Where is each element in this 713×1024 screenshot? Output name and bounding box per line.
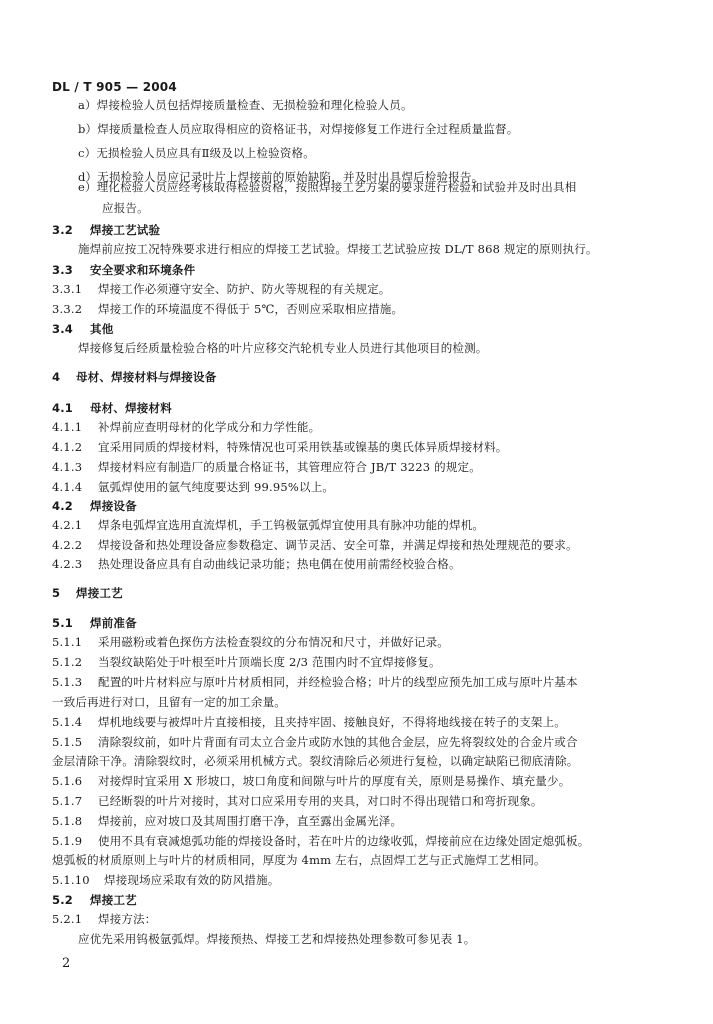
clause-4-2-1-text: 焊条电弧焊宜选用直流焊机，手工钨极氩弧焊宜使用具有脉冲功能的焊机。 [98, 518, 485, 532]
chapter-5-title: 焊接工艺 [76, 586, 123, 600]
clause-5-1-6-text: 对接焊时宜采用 X 形坡口，坡口角度和间隙与叶片的厚度有关，原则是易操作、填充量少。 [98, 774, 571, 788]
section-3-2-number: 3.2 [52, 223, 73, 237]
section-3-2-text: 施焊前应按工况特殊要求进行相应的焊接工艺试验。焊接工艺试验应按 DL/T 868 规定的原则执行。 [78, 242, 598, 256]
clause-5-1-2-number: 5.1.2 [52, 655, 83, 669]
section-3-4-text: 焊接修复后经质量检验合格的叶片应移交汽轮机专业人员进行其他项目的检测。 [78, 341, 488, 355]
clause-5-1-7-number: 5.1.7 [52, 794, 83, 808]
section-3-3-1-text: 焊接工作必须遵守安全、防护、防火等规程的有关规定。 [98, 282, 391, 296]
section-4-2-number: 4.2 [52, 499, 73, 513]
section-3-3-2-number: 3.3.2 [52, 302, 83, 316]
chapter-5-number: 5 [52, 586, 61, 600]
clause-5-1-8-text: 焊接前，应对坡口及其周围打磨干净，直至露出金属光泽。 [98, 814, 403, 828]
clause-5-1-9-text-continuation: 熄弧板的材质原则上与叶片的材质相同，厚度为 4mm 左右，点固焊工艺与正式施焊工艺相同。 [52, 853, 546, 867]
clause-5-1-3-text: 配置的叶片材料应与原叶片材质相同，并经检验合格；叶片的线型应预先加工成与原叶片基本 [98, 675, 578, 689]
section-4-1-number: 4.1 [52, 401, 73, 415]
clause-5-1-9-text: 使用不具有衰减熄弧功能的焊接设备时，若在叶片的边缘收弧，焊接前应在边缘处固定熄弧板。 [98, 834, 590, 848]
clause-4-1-2-number: 4.1.2 [52, 440, 83, 454]
section-4-2-title: 焊接设备 [90, 499, 137, 513]
clause-5-1-3-number: 5.1.3 [52, 675, 83, 689]
clause-5-1-1-number: 5.1.1 [52, 635, 83, 649]
clause-5-1-5-text: 清除裂纹前，如叶片背面有司太立合金片或防水蚀的其他合金层，应先将裂纹处的合金片或合 [98, 735, 578, 749]
section-4-1-title: 母材、焊接材料 [90, 401, 172, 415]
section-3-4-title: 其他 [90, 322, 114, 336]
clause-5-2-1-text-continuation: 应优先采用钨极氩弧焊。焊接预热、焊接工艺和焊接热处理参数可参见表 1。 [78, 932, 476, 946]
list-item-b: b）焊接质量检查人员应取得相应的资格证书，对焊接修复工作进行全过程质量监督。 [78, 122, 519, 136]
clause-5-1-10-text: 焊接现场应采取有效的防风措施。 [104, 873, 280, 887]
clause-5-1-2-text: 当裂纹缺陷处于叶根至叶片顶端长度 2/3 范围内时不宜焊接修复。 [98, 655, 441, 669]
page-number: 2 [62, 956, 71, 971]
clause-4-1-4-text: 氩弧焊使用的氩气纯度要达到 99.95%以上。 [98, 480, 335, 494]
section-3-2-title: 焊接工艺试验 [90, 223, 161, 237]
clause-5-1-4-number: 5.1.4 [52, 715, 83, 729]
standard-code-header: DL / T 905 — 2004 [52, 80, 177, 94]
clause-4-2-3-text: 热处理设备应具有自动曲线记录功能；热电偶在使用前需经校验合格。 [98, 557, 461, 571]
section-3-3-title: 安全要求和环境条件 [90, 263, 196, 277]
clause-5-2-1-text: 焊接方法： [98, 912, 157, 926]
section-5-1-title: 焊前准备 [90, 616, 137, 630]
clause-5-1-10-number: 5.1.10 [52, 873, 90, 887]
list-item-e-continuation: 应报告。 [102, 201, 149, 215]
clause-4-2-2-text: 焊接设备和热处理设备应参数稳定、调节灵活、安全可靠，并满足焊接和热处理规范的要求。 [98, 538, 578, 552]
clause-4-2-3-number: 4.2.3 [52, 557, 83, 571]
section-5-2-number: 5.2 [52, 893, 73, 907]
list-item-e: e）理化检验人员应经考核取得检验资格，按照焊接工艺方案的要求进行检验和试验并及时出具相 [78, 180, 577, 194]
clause-4-2-1-number: 4.2.1 [52, 518, 83, 532]
list-item-a: a）焊接检验人员包括焊接质量检查、无损检验和理化检验人员。 [78, 98, 413, 112]
section-3-4-number: 3.4 [52, 322, 73, 336]
clause-5-2-1-number: 5.2.1 [52, 912, 83, 926]
chapter-4-number: 4 [52, 370, 61, 384]
clause-5-1-6-number: 5.1.6 [52, 774, 83, 788]
section-3-3-2-text: 焊接工作的环境温度不得低于 5℃，否则应采取相应措施。 [98, 302, 404, 316]
list-item-c: c）无损检验人员应具有Ⅱ级及以上检验资格。 [78, 146, 315, 160]
section-5-2-title: 焊接工艺 [90, 893, 137, 907]
clause-5-1-7-text: 已经断裂的叶片对接时，其对口应采用专用的夹具，对口时不得出现错口和弯折现象。 [98, 794, 543, 808]
section-5-1-number: 5.1 [52, 616, 73, 630]
section-3-3-number: 3.3 [52, 263, 73, 277]
clause-5-1-1-text: 采用磁粉或着色探伤方法检查裂纹的分布情况和尺寸，并做好记录。 [98, 635, 449, 649]
clause-5-1-5-text-continuation: 金层清除干净。清除裂纹时，必须采用机械方式。裂纹清除后必须进行复检，以确定缺陷已彻底清除。 [52, 754, 579, 768]
list-item-d: d）无损检验人员应记录叶片上焊接前的原始缺陷，并及时出具焊后检验报告。 [78, 170, 484, 184]
clause-4-1-3-number: 4.1.3 [52, 460, 83, 474]
clause-5-1-8-number: 5.1.8 [52, 814, 83, 828]
chapter-4-title: 母材、焊接材料与焊接设备 [76, 370, 217, 384]
clause-4-1-2-text: 宜采用同质的焊接材料，特殊情况也可采用铁基或镍基的奥氏体异质焊接材料。 [98, 440, 508, 454]
section-3-3-1-number: 3.3.1 [52, 282, 83, 296]
clause-4-1-3-text: 焊接材料应有制造厂的质量合格证书，其管理应符合 JB/T 3223 的规定。 [98, 460, 481, 474]
clause-5-1-9-number: 5.1.9 [52, 834, 83, 848]
clause-5-1-5-number: 5.1.5 [52, 735, 83, 749]
clause-4-1-1-text: 补焊前应查明母材的化学成分和力学性能。 [98, 420, 321, 434]
clause-4-1-4-number: 4.1.4 [52, 480, 83, 494]
clause-4-1-1-number: 4.1.1 [52, 420, 83, 434]
clause-4-2-2-number: 4.2.2 [52, 538, 83, 552]
clause-5-1-3-text-continuation: 一致后再进行对口，且留有一定的加工余量。 [52, 695, 286, 709]
clause-5-1-4-text: 焊机地线要与被焊叶片直接相接，且夹持牢固、接触良好，不得将地线接在转子的支架上。 [98, 715, 566, 729]
